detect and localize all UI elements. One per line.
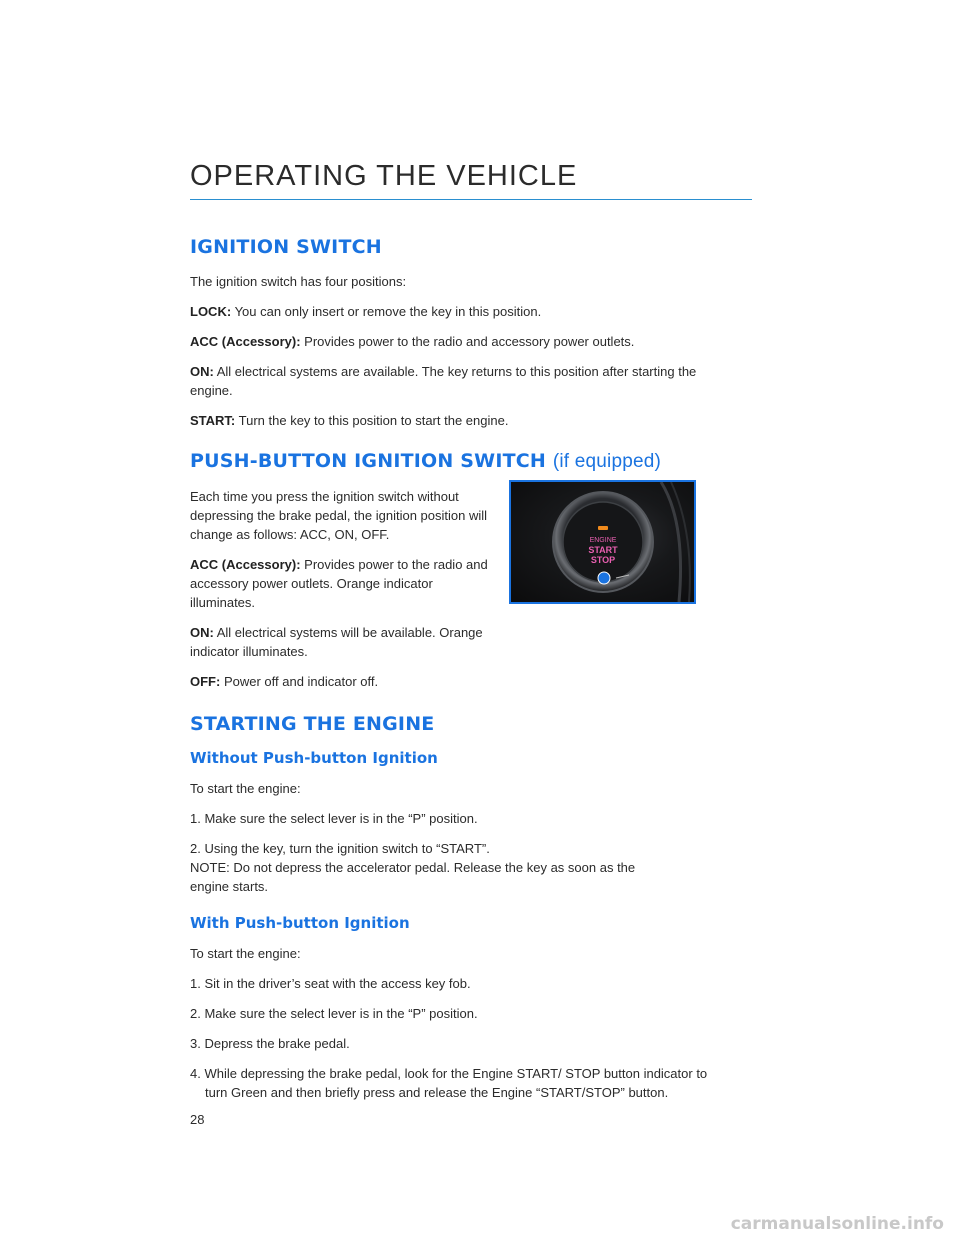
push-item-off	[190, 672, 500, 691]
section-title: OPERATING THE VEHICLE	[190, 160, 578, 192]
with-step-4	[190, 1064, 730, 1102]
description: Provides power to the radio and accessory power outlets.	[304, 334, 635, 349]
starting-engine-section	[190, 713, 710, 1102]
term: OFF:	[190, 674, 221, 689]
page-number: 28	[190, 1112, 205, 1127]
with-push-button-heading: With Push-button Ignition	[190, 914, 410, 932]
with-intro: To start the engine:	[190, 946, 301, 961]
without-step-1: 1. Make sure the select lever is in the “P” position.	[190, 811, 478, 826]
description: You can only insert or remove the key in this position.	[234, 304, 542, 319]
ignition-switch-heading: IGNITION SWITCH	[190, 236, 382, 258]
button-text-engine: ENGINE	[589, 537, 617, 544]
without-step-2: 2. Using the key, turn the ignition switch to “START”.	[190, 841, 490, 856]
description: All electrical systems are available. The key returns to this position after starting the engine.	[190, 364, 697, 398]
push-button-heading	[190, 450, 710, 473]
term: ON:	[190, 625, 214, 640]
ignition-item-on	[190, 362, 710, 400]
without-push-button-heading: Without Push-button Ignition	[190, 749, 438, 767]
push-item-acc	[190, 555, 500, 612]
term: ACC (Accessory):	[190, 334, 301, 349]
footer-watermark: carmanualsonline.info	[730, 1214, 944, 1234]
description: Power off and indicator off.	[223, 674, 379, 689]
button-text-stop: STOP	[590, 555, 616, 565]
step-4-line-2: turn Green and then briefly press and release the Engine “START/STOP” button.	[205, 1085, 669, 1100]
push-button-text	[190, 487, 500, 691]
button-text-start: START	[588, 545, 618, 555]
without-note: NOTE: Do not depress the accelerator pedal. Release the key as soon as the engine starts.	[190, 860, 636, 894]
ignition-item-start	[190, 411, 710, 430]
with-step-3: 3. Depress the brake pedal.	[190, 1036, 350, 1051]
ignition-switch-section	[190, 236, 710, 430]
ignition-item-lock	[190, 302, 710, 321]
push-button-section	[190, 450, 710, 691]
heading-text: PUSH-BUTTON IGNITION SWITCH	[190, 450, 547, 472]
heading-qualifier: (if equipped)	[552, 451, 662, 472]
starting-engine-heading: STARTING THE ENGINE	[190, 713, 435, 735]
term: START:	[190, 413, 236, 428]
with-step-1: 1. Sit in the driver’s seat with the access key fob.	[190, 976, 471, 991]
ignition-intro: The ignition switch has four positions:	[190, 274, 407, 289]
description: Provides power to the radio and accessory power outlets. Orange indicator illuminates.	[190, 557, 488, 610]
without-intro: To start the engine:	[190, 781, 301, 796]
header-rule	[190, 199, 752, 200]
description: Turn the key to this position to start the engine.	[238, 413, 509, 428]
term: LOCK:	[190, 304, 232, 319]
term: ON:	[190, 364, 214, 379]
ignition-item-acc	[190, 332, 710, 351]
push-intro: Each time you press the ignition switch without depressing the brake pedal, the ignition position will change as follows: ACC, ON, OFF.	[190, 489, 488, 542]
start-stop-button-photo	[509, 480, 696, 604]
main-content	[190, 236, 710, 1113]
step-4-line-1: 4. While depressing the brake pedal, look for the Engine START/ STOP button indicator to	[190, 1066, 708, 1081]
description: All electrical systems will be available. Orange indicator illuminates.	[190, 625, 483, 659]
push-item-on	[190, 623, 500, 661]
with-step-2: 2. Make sure the select lever is in the “P” position.	[190, 1006, 478, 1021]
term: ACC (Accessory):	[190, 557, 301, 572]
start-stop-button-icon	[511, 482, 694, 602]
